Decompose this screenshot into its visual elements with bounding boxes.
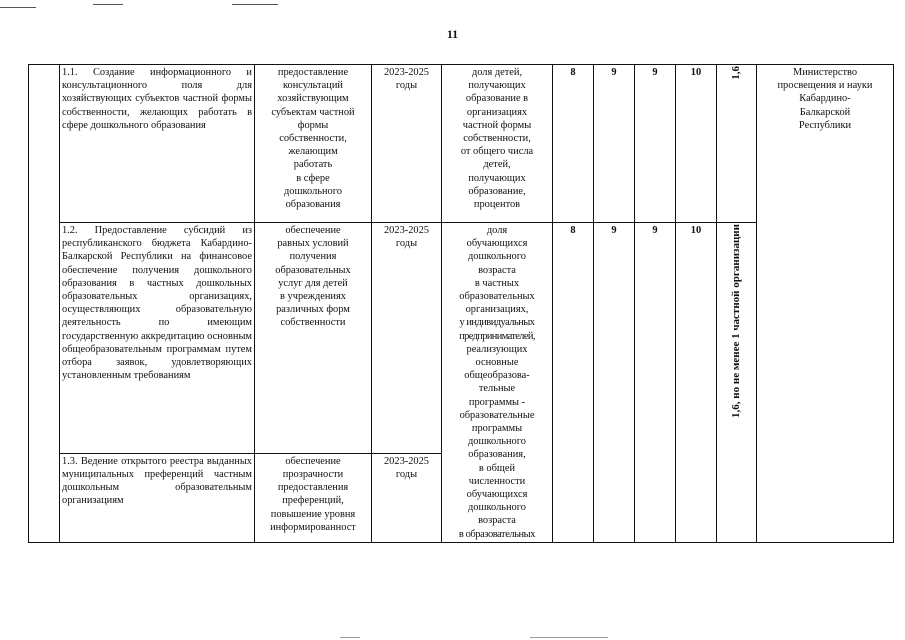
responsible-line: Министерство bbox=[792, 67, 858, 78]
indicator-line: образование в bbox=[465, 93, 529, 105]
indicator-line: образовательные bbox=[459, 409, 535, 421]
result-line: дошкольного bbox=[284, 185, 342, 197]
responsible-line: Кабардино- bbox=[799, 93, 851, 105]
indicator-line: у индивидуальных bbox=[459, 317, 535, 329]
action-cell: 1.1. Создание информационного и консультационного поля для хозяйствующих субъектов частной формы собственности, желающих работать в сфере дошкольного образования bbox=[60, 65, 255, 223]
result-line: собственности, bbox=[279, 133, 347, 145]
result-line: желающим bbox=[288, 146, 338, 158]
value-2025: 10 bbox=[676, 65, 717, 223]
indicator-line: возраста bbox=[478, 515, 516, 527]
indicator-line: обучающихся bbox=[466, 489, 528, 501]
result-line: хозяйствующим bbox=[277, 93, 349, 105]
period-cell bbox=[372, 65, 442, 223]
scan-artifact-line bbox=[232, 4, 278, 5]
indicator-line: в частных bbox=[474, 277, 520, 289]
result-line: получения bbox=[289, 251, 337, 263]
period-cell bbox=[372, 453, 442, 542]
period-years: 2023-2025 bbox=[383, 455, 430, 467]
indicator-line: доля детей, bbox=[471, 67, 523, 78]
indicator-line: в общей bbox=[478, 462, 516, 474]
indicator-line: собственности, bbox=[463, 133, 531, 145]
result-line: образовательных bbox=[275, 264, 351, 276]
result-line: консультаций bbox=[283, 80, 343, 92]
indicator-line: реализующих bbox=[466, 343, 528, 355]
target-value: 1,6, но не менее 1 частной организации bbox=[729, 224, 742, 418]
result-cell bbox=[255, 453, 372, 542]
action-cell: 1.2. Предоставление субсидий из республиканского бюджета Кабардино-Балкарской Республики на финансовое обеспечение получения дошкольного образования в частных дошкольных образовательных организациях, осуществляющих образовательную деятельность по имеющим государственную аккредитацию основным общеобразовательным программам путем отбора заявок, удовлетворяющих установленным требованиям bbox=[60, 223, 255, 454]
result-cell bbox=[255, 65, 372, 223]
result-line: услуг для детей bbox=[278, 277, 348, 289]
value-2025: 10 bbox=[676, 223, 717, 543]
indicator-line: общеобразова- bbox=[464, 370, 530, 382]
result-line: предоставление bbox=[277, 67, 349, 78]
value-2024: 9 bbox=[635, 65, 676, 223]
indicator-line: образование, bbox=[468, 185, 526, 197]
scan-artifact-line bbox=[93, 4, 123, 5]
period-years: 2023-2025 bbox=[383, 225, 430, 236]
result-line: обеспечение bbox=[285, 455, 341, 467]
indicator-line: получающих bbox=[468, 80, 526, 92]
indicator-line: получающих bbox=[468, 172, 526, 184]
action-cell: 1.3. Ведение открытого реестра выданных муниципальных преференций частным дошкольным образовательным организациям bbox=[60, 453, 255, 542]
responsible-line: просвещения и науки bbox=[777, 80, 873, 92]
result-line: различных форм bbox=[276, 304, 350, 316]
result-line: субъектам частной bbox=[271, 106, 355, 118]
measures-table bbox=[28, 64, 894, 543]
indicator-line: обучающихся bbox=[466, 238, 528, 250]
result-line: предоставления bbox=[277, 482, 349, 494]
indicator-line: дошкольного bbox=[468, 502, 526, 514]
indicator-line: основные bbox=[475, 357, 519, 369]
scan-artifact-line bbox=[530, 637, 608, 638]
responsible-cell bbox=[757, 65, 894, 543]
indicator-cell bbox=[442, 223, 553, 543]
period-years: 2023-2025 bbox=[383, 67, 430, 78]
result-line: в учреждениях bbox=[280, 291, 346, 303]
period-cell bbox=[372, 223, 442, 454]
target-cell bbox=[717, 223, 757, 543]
indicator-line: частной формы bbox=[462, 119, 532, 131]
indicator-line: в образовательных bbox=[458, 528, 536, 540]
indicator-line: дошкольного bbox=[468, 436, 526, 448]
indicator-line: детей, bbox=[483, 159, 511, 171]
indicator-line: программы bbox=[471, 423, 523, 435]
indicator-line: возраста bbox=[478, 264, 516, 276]
result-line: обеспечение bbox=[285, 225, 341, 236]
empty-number-column bbox=[29, 65, 60, 543]
value-2024: 9 bbox=[635, 223, 676, 543]
indicator-line: организациях bbox=[466, 106, 528, 118]
indicator-line: предпринимателей, bbox=[459, 330, 535, 342]
result-cell bbox=[255, 223, 372, 454]
value-2022: 8 bbox=[553, 65, 594, 223]
scan-artifact-line bbox=[340, 637, 360, 638]
value-2022: 8 bbox=[553, 223, 594, 543]
indicator-line: от общего числа bbox=[460, 146, 534, 158]
indicator-line: организациях, bbox=[465, 304, 529, 316]
scan-artifact-line bbox=[0, 7, 36, 8]
value-2023: 9 bbox=[594, 223, 635, 543]
responsible-line: Республики bbox=[798, 119, 852, 131]
value-2023: 9 bbox=[594, 65, 635, 223]
result-line: образования bbox=[285, 199, 341, 211]
result-line: преференций, bbox=[282, 495, 344, 507]
indicator-line: процентов bbox=[473, 199, 521, 211]
result-line: формы bbox=[297, 119, 329, 131]
indicator-cell bbox=[442, 65, 553, 223]
period-unit: годы bbox=[395, 468, 418, 480]
period-unit: годы bbox=[395, 238, 418, 250]
target-cell bbox=[717, 65, 757, 223]
page-number: 11 bbox=[446, 27, 459, 41]
result-line: равных условий bbox=[277, 238, 349, 250]
result-line: собственности bbox=[280, 317, 346, 329]
indicator-line: программы - bbox=[468, 396, 526, 408]
period-unit: годы bbox=[395, 80, 418, 92]
indicator-line: численности bbox=[468, 475, 526, 487]
indicator-line: образования, bbox=[468, 449, 526, 461]
target-value: 1,6 bbox=[729, 66, 742, 80]
result-line: информированност bbox=[270, 521, 356, 533]
indicator-line: образовательных bbox=[459, 291, 535, 303]
result-line: в сфере bbox=[296, 172, 330, 184]
indicator-line: доля bbox=[486, 225, 508, 236]
indicator-line: дошкольного bbox=[468, 251, 526, 263]
responsible-line: Балкарской bbox=[799, 106, 851, 118]
result-line: работать bbox=[293, 159, 333, 171]
indicator-line: тельные bbox=[478, 383, 516, 395]
result-line: повышение уровня bbox=[270, 508, 356, 520]
result-line: прозрачности bbox=[282, 468, 344, 480]
